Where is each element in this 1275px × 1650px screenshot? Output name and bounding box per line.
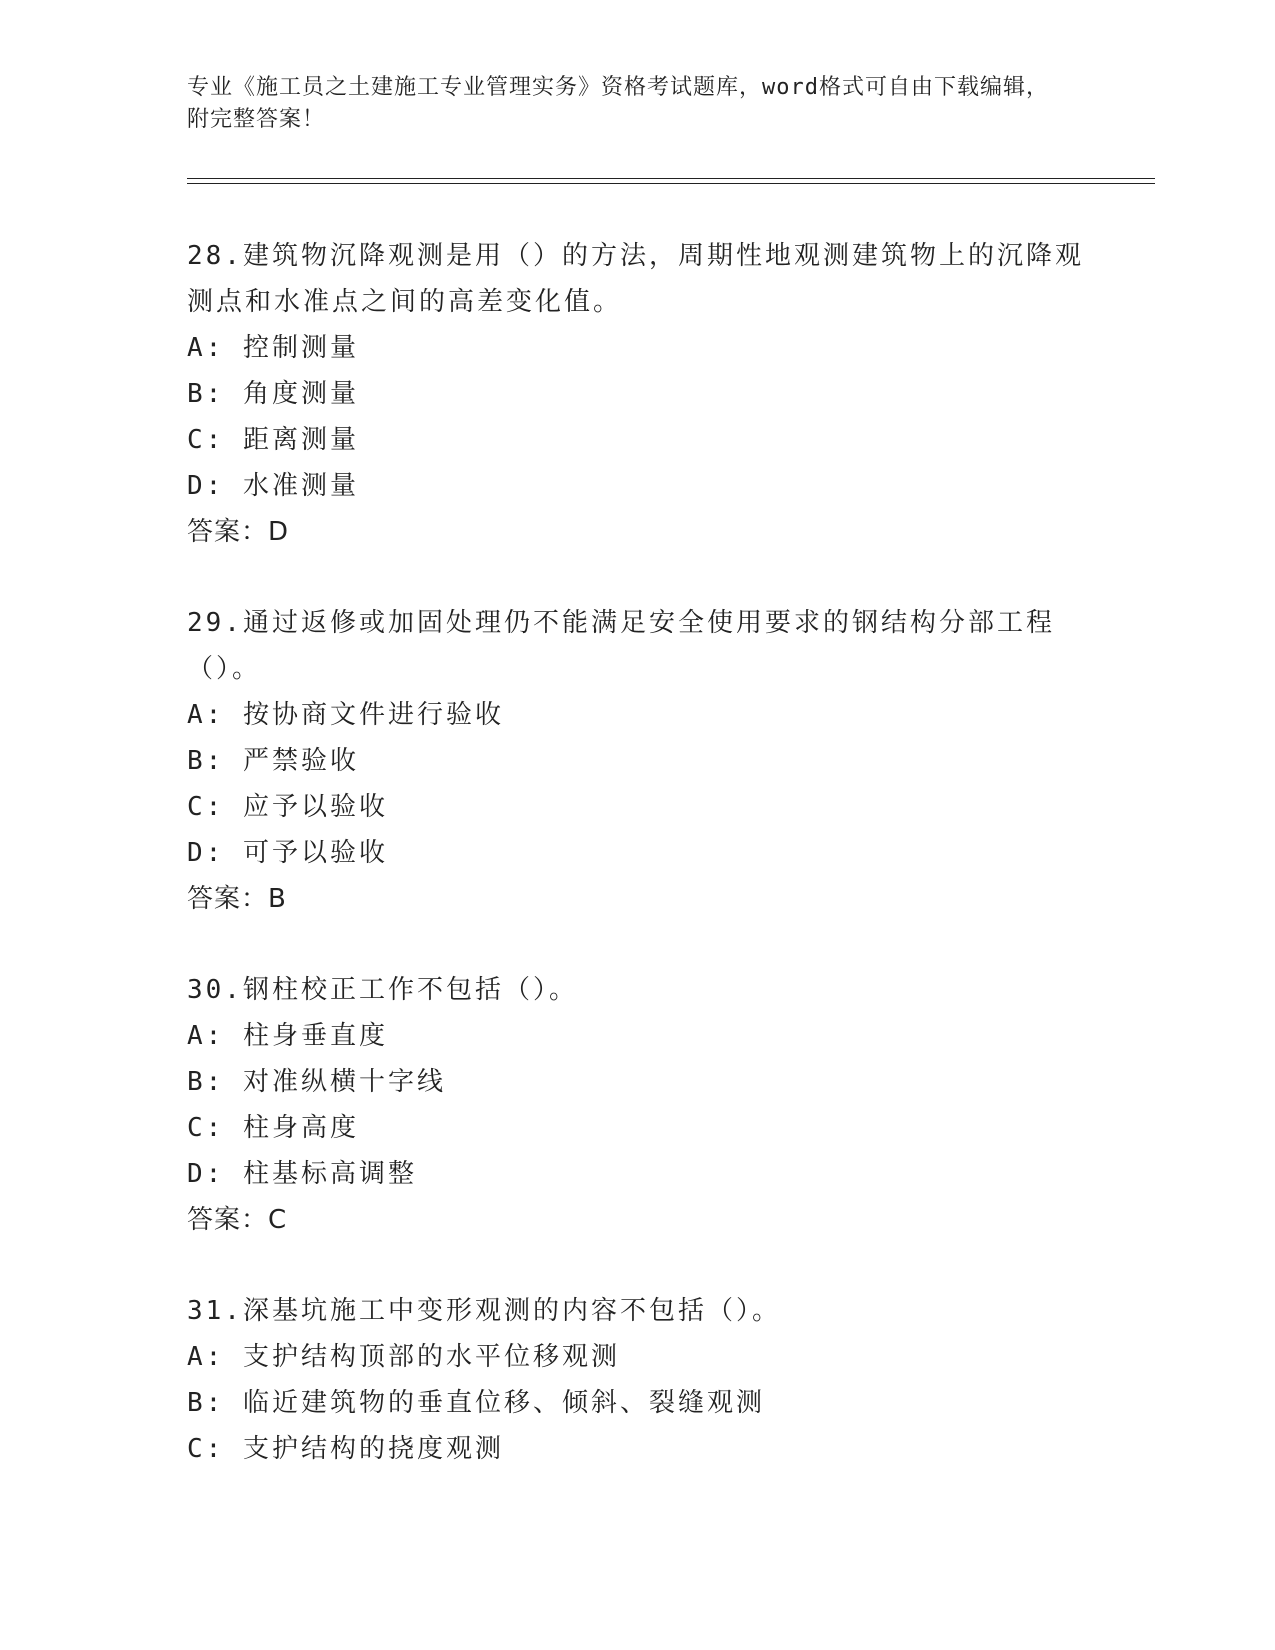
option-b: B: 临近建筑物的垂直位移、倾斜、裂缝观测 [187, 1388, 765, 1418]
option-b: B: 严禁验收 [187, 746, 359, 776]
option-a: A: 按协商文件进行验收 [187, 700, 504, 730]
option-c: C: 支护结构的挠度观测 [187, 1434, 504, 1464]
option-b: B: 对准纵横十字线 [187, 1067, 446, 1097]
question-stem: 28.建筑物沉降观测是用（）的方法，周期性地观测建筑物上的沉降观测点和水准点之间的高差变化值。 [187, 241, 1084, 317]
document-header: 专业《施工员之土建施工专业管理实务》资格考试题库，word格式可自由下载编辑，附完整答案！ [187, 75, 1049, 132]
question-28 [187, 233, 1087, 555]
question-30 [187, 967, 1087, 1243]
header-rule-bottom [187, 183, 1155, 184]
header-rule-top [187, 178, 1155, 179]
question-stem: 31.深基坑施工中变形观测的内容不包括（）。 [187, 1296, 781, 1326]
option-a: A: 支护结构顶部的水平位移观测 [187, 1342, 620, 1372]
question-list [187, 233, 1087, 1517]
option-d: D: 水准测量 [187, 471, 359, 501]
question-stem: 30.钢柱校正工作不包括（）。 [187, 975, 578, 1005]
option-d: D: 柱基标高调整 [187, 1159, 417, 1189]
question-29 [187, 600, 1087, 922]
option-c: C: 柱身高度 [187, 1113, 359, 1143]
answer-label: 答案：B [187, 884, 287, 914]
option-b: B: 角度测量 [187, 379, 359, 409]
question-stem: 29.通过返修或加固处理仍不能满足安全使用要求的钢结构分部工程（）。 [187, 608, 1055, 684]
option-a: A: 柱身垂直度 [187, 1021, 388, 1051]
answer-label: 答案：C [187, 1205, 288, 1235]
answer-label: 答案：D [187, 517, 290, 547]
question-31 [187, 1288, 1087, 1472]
option-c: C: 距离测量 [187, 425, 359, 455]
option-c: C: 应予以验收 [187, 792, 388, 822]
option-d: D: 可予以验收 [187, 838, 388, 868]
option-a: A: 控制测量 [187, 333, 359, 363]
